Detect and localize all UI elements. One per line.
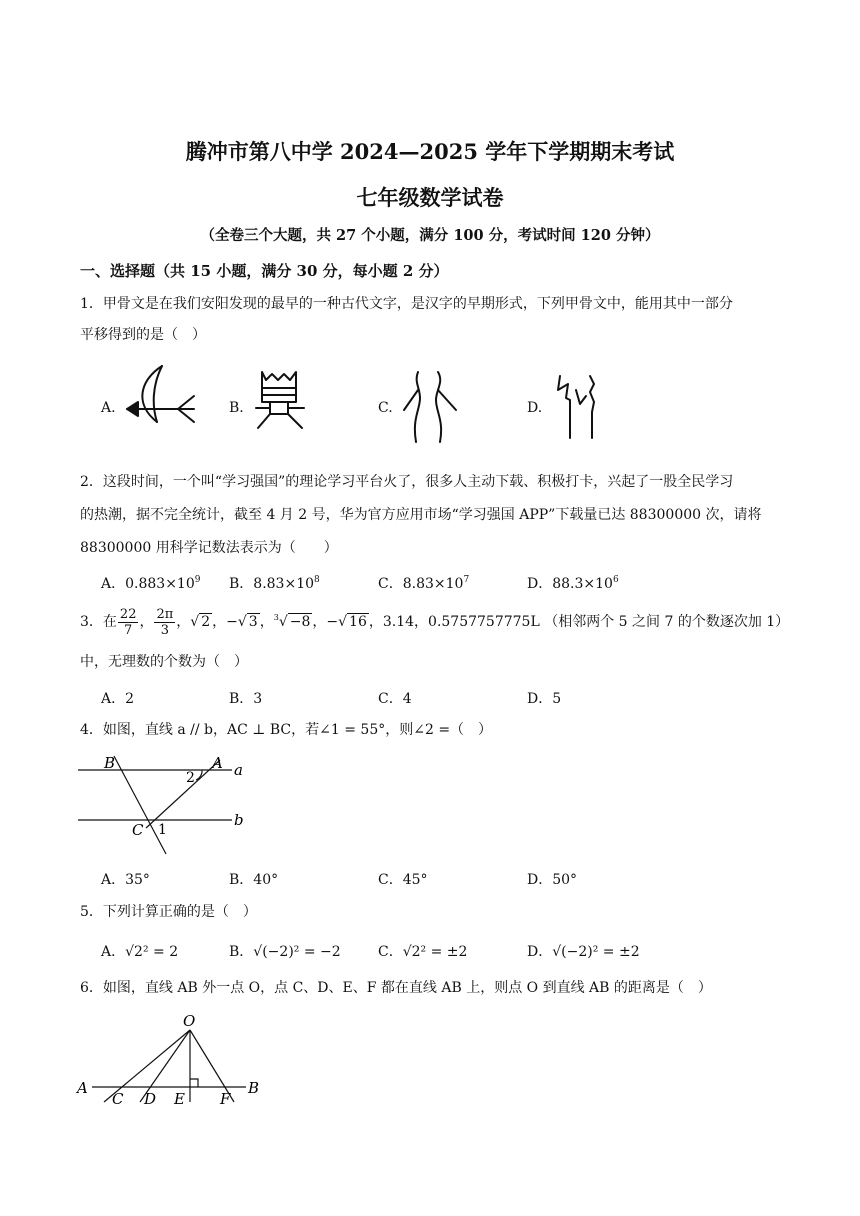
q4-option-b: B．40° [229, 872, 279, 888]
q2-option-d: D．$88.3\times 10^6$ [527, 575, 619, 592]
q3-line2: 中，无理数的个数为（ ） [80, 654, 248, 670]
exam-note: （全卷三个大题，共 27 个小题，满分 100 分，考试时间 120 分钟） [200, 227, 660, 244]
q1-option-b-label: B. [229, 400, 244, 416]
fraction-22-7: $\frac{22}{7}$ [119, 606, 137, 638]
oracle-bone-glyph-c [398, 368, 464, 444]
q2-line3: 88300000 用科学记数法表示为（ ） [80, 540, 338, 556]
label-angle-1: 1 [158, 822, 167, 838]
right-angle-mark [190, 1079, 198, 1087]
section-title: 一、选择题（共 15 小题，满分 30 分，每小题 2 分） [80, 262, 449, 280]
label-a: A [77, 1079, 88, 1097]
q4-option-c: C．45° [378, 872, 428, 888]
label-c: C [112, 1090, 124, 1108]
q3-option-c: C．4 [378, 691, 412, 707]
line-bc [114, 756, 166, 854]
q4-text: 4．如图，直线 a // b，AC ⊥ BC，若∠1 = 55°，则∠2 =（ ） [80, 722, 493, 738]
label-e: E [174, 1090, 185, 1108]
label-line-b: b [234, 811, 244, 829]
label-line-a: a [234, 761, 243, 779]
q6-text: 6．如图，直线 AB 外一点 O，点 C、D、E、F 都在直线 AB 上，则点 O 到直线 AB 的距离是（ ） [80, 980, 712, 996]
q4-option-a: A．35° [101, 872, 150, 888]
q3-option-d: D．5 [527, 691, 562, 707]
fraction-2pi-3: $\frac{2\pi}{3}$ [156, 606, 174, 638]
label-c-point: C [132, 821, 144, 839]
q1-option-a-label: A. [101, 400, 116, 416]
q3-option-a: A．2 [101, 691, 135, 707]
oracle-bone-glyph-b [252, 368, 312, 438]
label-a-point: A [212, 754, 223, 772]
label-d: D [144, 1090, 157, 1108]
exam-title: 腾冲市第八中学 2024—2025 学年下学期期末考试 [185, 139, 675, 164]
q1-option-d-label: D. [527, 400, 543, 416]
q2-option-a: A．$0.883\times 10^9$ [101, 575, 201, 592]
label-angle-2: 2 [186, 770, 195, 786]
q1-line2: 平移得到的是（ ） [80, 327, 206, 343]
q5-option-d: D．√(−2)² = ±2 [527, 944, 640, 960]
label-o: O [183, 1012, 196, 1030]
label-f: F [220, 1090, 231, 1108]
q2-option-c: C．$8.83\times 10^7$ [378, 575, 470, 592]
label-b-point: B [104, 754, 116, 772]
q1-option-c-label: C. [378, 400, 393, 416]
q3-line1: 3．在 $\frac{22}{7}$ ， $\frac{2\pi}{3}$ ，√ 2 ，−√ 3 ，$^3$√ −8 ，−√ 16 ，3.14，0.5757757775L （相邻两个 5 之间 7 的个数逐次加 1） [80, 606, 790, 638]
q5-option-a: A．√2² = 2 [101, 944, 179, 960]
q5-text: 5．下列计算正确的是（ ） [80, 904, 257, 920]
q4-option-d: D．50° [527, 872, 578, 888]
exam-subtitle: 七年级数学试卷 [356, 185, 504, 210]
oracle-bone-glyph-d [550, 372, 610, 440]
q6-figure [74, 1008, 274, 1108]
q2-option-b: B．$8.83\times 10^8$ [229, 575, 320, 592]
label-b: B [248, 1079, 260, 1097]
q5-option-b: B．√(−2)² = −2 [229, 944, 341, 960]
q3-option-b: B．3 [229, 691, 263, 707]
q2-line2: 的热潮，据不完全统计，截至 4 月 2 号，华为官方应用市场“学习强国 APP”下载量已达 88300000 次，请将 [80, 507, 762, 523]
oracle-bone-glyph-a [122, 364, 200, 428]
q2-line1: 2．这段时间，一个叫“学习强国”的理论学习平台火了，很多人主动下载、积极打卡，兴起了一股全民学习 [80, 474, 734, 490]
q1-line1: 1．甲骨文是在我们安阳发现的最早的一种古代文字，是汉字的早期形式，下列甲骨文中，能用其中一部分 [80, 296, 733, 312]
q5-option-c: C．√2² = ±2 [378, 944, 468, 960]
q4-figure [74, 750, 274, 860]
